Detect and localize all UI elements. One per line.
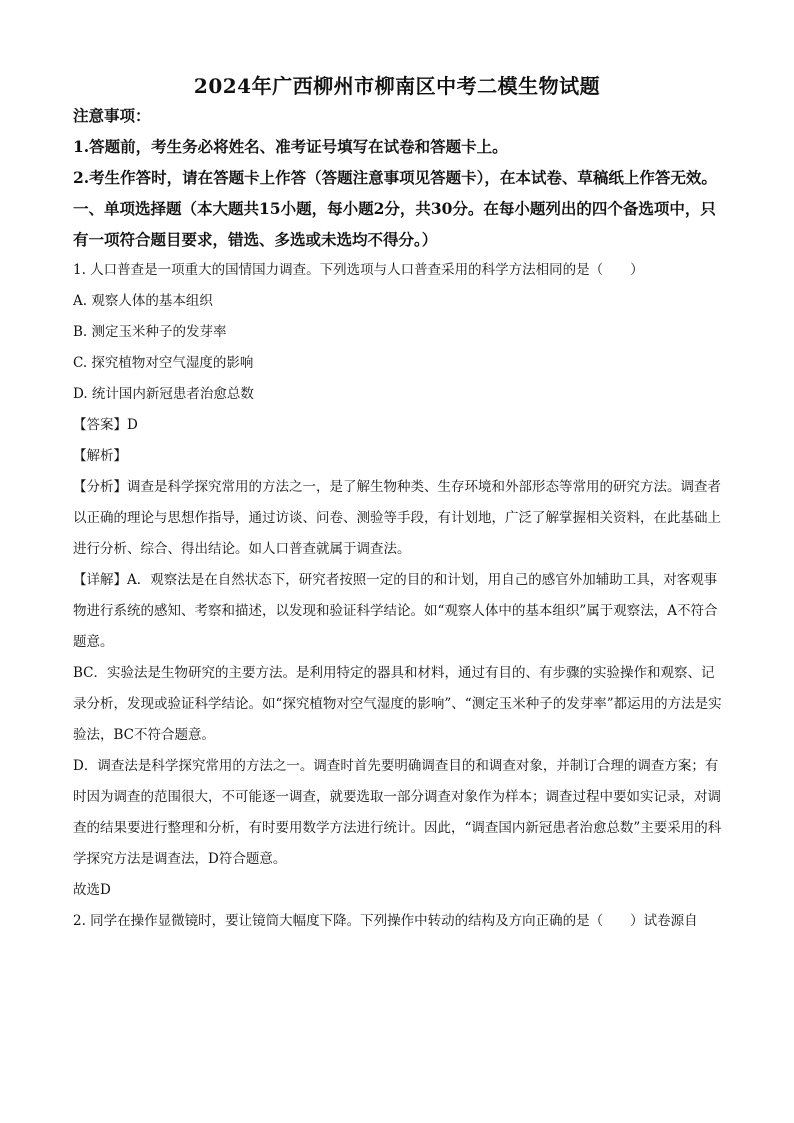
question-1-xiangjie-d: D．调查法是科学探究常用的方法之一。调查时首先要明确调查目的和调查对象，并制订合理的调查方案；有时因为调查的范围很大，不可能逐一调查，就要选取一部分调查对象作为样本；调查过程中要如实记录，对调查的结果要进行整理和分析，有时要用数学方法进行统计。因此，“调查国内新冠患者治愈总数”主要采用的科学探究方法是调查法，D符合题意。 xyxy=(73,758,722,867)
question-1-xiangjie-a: 【详解】A．观察法是在自然状态下，研究者按照一定的目的和计划，用自己的感官外加辅助工具，对客观事物进行系统的感知、考察和描述，以发现和验证科学结论。如“观察人体中的基本组织”属于观察法，A不符合题意。 xyxy=(73,572,718,650)
question-1-option-d: D. 统计国内新冠患者治愈总数 xyxy=(73,386,254,402)
question-1-option-a: A. 观察人体的基本组织 xyxy=(73,293,213,309)
page-title: 2024年广西柳州市柳南区中考二模生物试题 xyxy=(193,74,601,98)
question-1-conclusion: 故选D xyxy=(73,882,111,898)
notice-heading: 注意事项： xyxy=(73,106,151,125)
question-1-option-b: B. 测定玉米种子的发芽率 xyxy=(73,324,227,340)
notice-item-1: 1.答题前，考生务必将姓名、准考证号填写在试卷和答题卡上。 xyxy=(73,137,508,156)
document-body xyxy=(73,100,723,937)
question-1-fenxi: 【分析】调查是科学探究常用的方法之一，是了解生物种类、生存环境和外部形态等常用的研究方法。调查者以正确的理论与思想作指导，通过访谈、问卷、测验等手段，有计划地，广泛了解掌握相关资料，在此基础上进行分析、综合、得出结论。如人口普查就属于调查法。 xyxy=(73,479,721,557)
notice-item-2: 2.考生作答时，请在答题卡上作答（答题注意事项见答题卡），在本试卷、草稿纸上作答无效。 xyxy=(73,168,717,187)
question-1-answer: 【答案】D xyxy=(73,417,138,433)
question-1-stem: 1. 人口普查是一项重大的国情国力调查。下列选项与人口普查采用的科学方法相同的是（ ） xyxy=(73,262,644,278)
section-heading: 一、单项选择题（本大题共15小题，每小题2分，共30分。在每小题列出的四个备选项中，只有一项符合题目要求，错选、多选或未选均不得分。） xyxy=(73,199,716,249)
question-2-stem: 2. 同学在操作显微镜时，要让镜筒大幅度下降。下列操作中转动的结构及方向正确的是（ ）试卷源自 xyxy=(73,913,698,929)
question-1-option-c: C. 探究植物对空气湿度的影响 xyxy=(73,355,254,371)
question-1-analysis-label: 【解析】 xyxy=(73,448,127,464)
question-1-xiangjie-bc: BC．实验法是生物研究的主要方法。是利用特定的器具和材料，通过有目的、有步骤的实验操作和观察、记录分析，发现或验证科学结论。如“探究植物对空气湿度的影响”、“测定玉米种子的发芽率”都运用的方法是实验法，BC不符合题意。 xyxy=(73,665,722,743)
